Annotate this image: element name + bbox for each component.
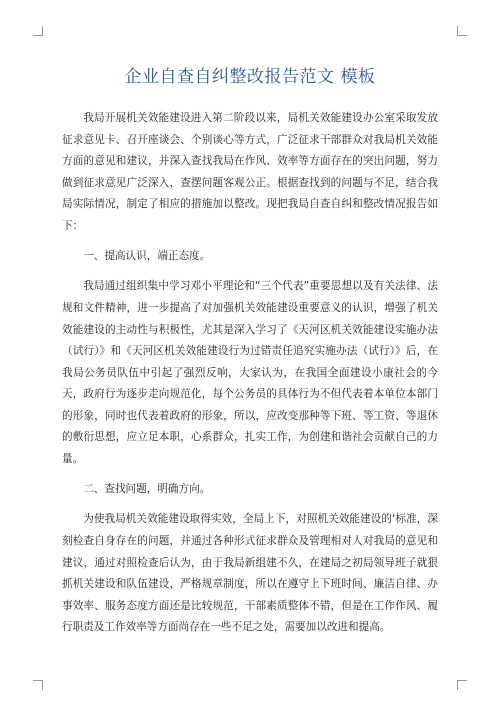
document-title: 企业自查自纠整改报告范文 模板 [124,67,376,87]
paragraph-section-2: 为使我局机关效能建设取得实效，全局上下，对照机关效能建设的‘标准，深刻检查自身存在的问题，并通过各种形式征求群众及管理相对人对我局的意见和建议，通过对照检查后认为，由于我局新组建不久，在建局之初局领导班子就狠抓机关建设和队伍建设，严格规章制度，所以在遵守上下班时间、廉洁自律、办事效率、服务态度方面还是比较规范，干部素质整体不错，但是在工作作风、履行职责及工作效率等方面尚存在一些不足之处，需要加以改进和提高。 [62,513,438,634]
section-heading-2: 二、查找问题，明确方向。 [83,483,211,496]
crop-mark-bottom-right [457,680,467,690]
document-body [62,108,438,639]
crop-mark-top-right [457,26,467,36]
crop-mark-top-left [33,26,43,36]
section-heading-1: 一、提高认识，端正态度。 [83,250,211,263]
crop-mark-bottom-left [33,680,43,690]
paragraph-intro: 我局开展机关效能建设进入第二阶段以来，局机关效能建设办公室采取发放征求意见卡、召开座谈会、个别谈心等方式，广泛征求干部群众对我局机关效能方面的意见和建议，并深入查找我局在作风、效率等方面存在的突出问题，努力做到征求意见广泛深入，查摆问题客观公正。根据查找到的问题与不足，结合我局实际情况，制定了相应的措施加以整改。现把我局自查自纠和整改情况报告如下： [62,112,438,232]
paragraph-section-1: 我局通过组织集中学习邓小平理论和“三个代表”重要思想以及有关法律、法规和文件精神，进一步提高了对加强机关效能建设重要意义的认识，增强了机关效能建设的主动性与积极性，尤其是深入学习了《天河区机关效能建设实施办法（试行）》和《天河区机关效能建设行为过错责任追究实施办法（试行）》后，在我局公务员队伍中引起了强烈反响，大家认为，在我国全面建设小康社会的今天，政府行为逐步走向规范化，每个公务员的具体行为不但代表着本单位本部门的形象，同时也代表着政府的形象，所以，应改变那种等下班、等工资、等退休的敷衍思想，应立足本职，心系群众，扎实工作，为创建和谐社会贡献自己的力量。 [62,280,438,465]
